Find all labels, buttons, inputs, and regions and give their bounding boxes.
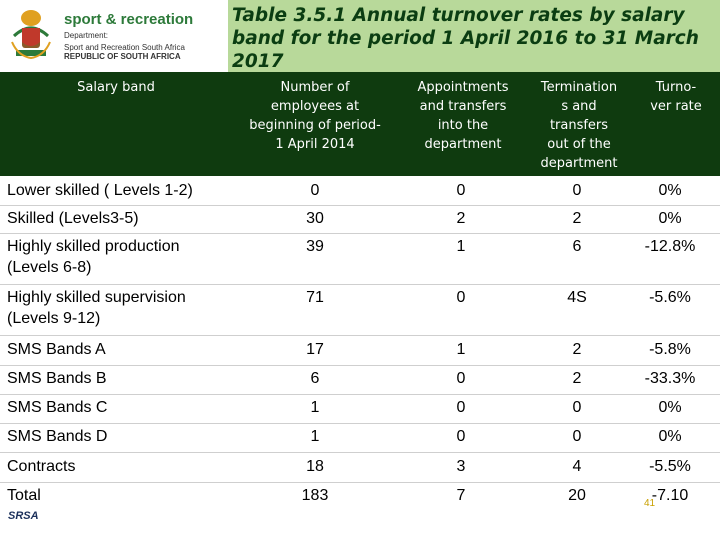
salary-band-cell: SMS Bands D — [7, 428, 108, 445]
row-divider — [0, 452, 720, 453]
brand-block — [64, 12, 193, 61]
turnover-rate-cell: -5.5% — [649, 458, 691, 475]
country-name: REPUBLIC OF SOUTH AFRICA — [64, 52, 181, 61]
appointments-cell: 0 — [456, 289, 466, 306]
department-name: Sport and Recreation South Africa — [64, 43, 185, 52]
employees-cell: 71 — [306, 289, 324, 306]
appointments-cell: 0 — [456, 399, 466, 416]
turnover-rate-cell: -7.10 — [651, 487, 689, 504]
appointments-cell: 1 — [456, 341, 466, 358]
table-row — [0, 456, 720, 484]
row-divider — [0, 423, 720, 424]
header-salary-band: Salary band — [77, 80, 155, 95]
salary-band-cell: Contracts — [7, 458, 76, 475]
salary-band-cell: SMS Bands B — [7, 370, 107, 387]
table-row — [0, 208, 720, 236]
salary-band-cell: SMS Bands A — [7, 341, 106, 358]
brand-name: sport & recreation — [64, 11, 194, 28]
employees-cell: 17 — [306, 341, 324, 358]
employees-cell: 183 — [301, 487, 329, 504]
row-divider — [0, 205, 720, 206]
salary-band-cell: Highly skilled supervision (Levels 9-12) — [7, 289, 186, 327]
table-header — [0, 72, 720, 176]
appointments-cell: 2 — [456, 210, 466, 227]
table-row — [0, 339, 720, 367]
turnover-rate-cell: 0% — [658, 182, 682, 199]
terminations-cell: 6 — [572, 238, 582, 255]
header-appointments: Appointments and transfers into the department — [417, 80, 509, 152]
department-label: Department: — [64, 31, 109, 40]
turnover-rate-cell: -33.3% — [644, 370, 696, 387]
appointments-cell: 7 — [456, 487, 466, 504]
row-divider — [0, 482, 720, 483]
salary-band-cell: Total — [7, 487, 41, 504]
salary-band-cell: Highly skilled production (Levels 6-8) — [7, 238, 180, 276]
employees-cell: 30 — [306, 210, 324, 227]
turnover-rate-cell: -5.8% — [649, 341, 691, 358]
coat-of-arms-icon — [8, 6, 54, 64]
appointments-cell: 0 — [456, 370, 466, 387]
table-row — [0, 397, 720, 425]
terminations-cell: 2 — [572, 341, 582, 358]
row-divider — [0, 233, 720, 234]
salary-band-cell: SMS Bands C — [7, 399, 108, 416]
table-row — [0, 426, 720, 454]
terminations-cell: 2 — [572, 370, 582, 387]
header-turnover-rate: Turno- ver rate — [650, 80, 702, 114]
appointments-cell: 3 — [456, 458, 466, 475]
turnover-rate-cell: -12.8% — [644, 238, 696, 255]
employees-cell: 1 — [310, 428, 320, 445]
employees-cell: 39 — [306, 238, 324, 255]
turnover-rate-cell: 0% — [658, 399, 682, 416]
footer-org: SRSA — [8, 510, 39, 522]
employees-cell: 0 — [310, 182, 320, 199]
terminations-cell: 0 — [572, 182, 582, 199]
row-divider — [0, 335, 720, 336]
appointments-cell: 0 — [456, 428, 466, 445]
table-row-total — [0, 485, 720, 511]
terminations-cell: 20 — [568, 487, 586, 504]
page-number: 41 — [644, 498, 656, 509]
terminations-cell: 2 — [572, 210, 582, 227]
table-row — [0, 368, 720, 396]
row-divider — [0, 394, 720, 395]
header-employees: Number of employees at beginning of period- 1 April 2014 — [249, 80, 381, 152]
header-terminations: Termination s and transfers out of the department — [540, 80, 618, 171]
table-row — [0, 236, 720, 286]
row-divider — [0, 284, 720, 285]
table-row — [0, 287, 720, 337]
turnover-rate-cell: -5.6% — [649, 289, 691, 306]
terminations-cell: 4 — [572, 458, 582, 475]
appointments-cell: 0 — [456, 182, 466, 199]
terminations-cell: 4S — [567, 289, 587, 306]
page-title: Table 3.5.1 Annual turnover rates by salary band for the period 1 April 2016 to 31 March 2017 — [232, 5, 699, 72]
terminations-cell: 0 — [572, 399, 582, 416]
salary-band-cell: Skilled (Levels3-5) — [7, 210, 139, 227]
turnover-rate-cell: 0% — [658, 210, 682, 227]
employees-cell: 1 — [310, 399, 320, 416]
row-divider — [0, 365, 720, 366]
table-row — [0, 180, 720, 208]
terminations-cell: 0 — [572, 428, 582, 445]
employees-cell: 18 — [306, 458, 324, 475]
salary-band-cell: Lower skilled ( Levels 1-2) — [7, 182, 193, 199]
appointments-cell: 1 — [456, 238, 466, 255]
logo-area — [0, 0, 228, 72]
turnover-rate-cell: 0% — [658, 428, 682, 445]
employees-cell: 6 — [310, 370, 320, 387]
